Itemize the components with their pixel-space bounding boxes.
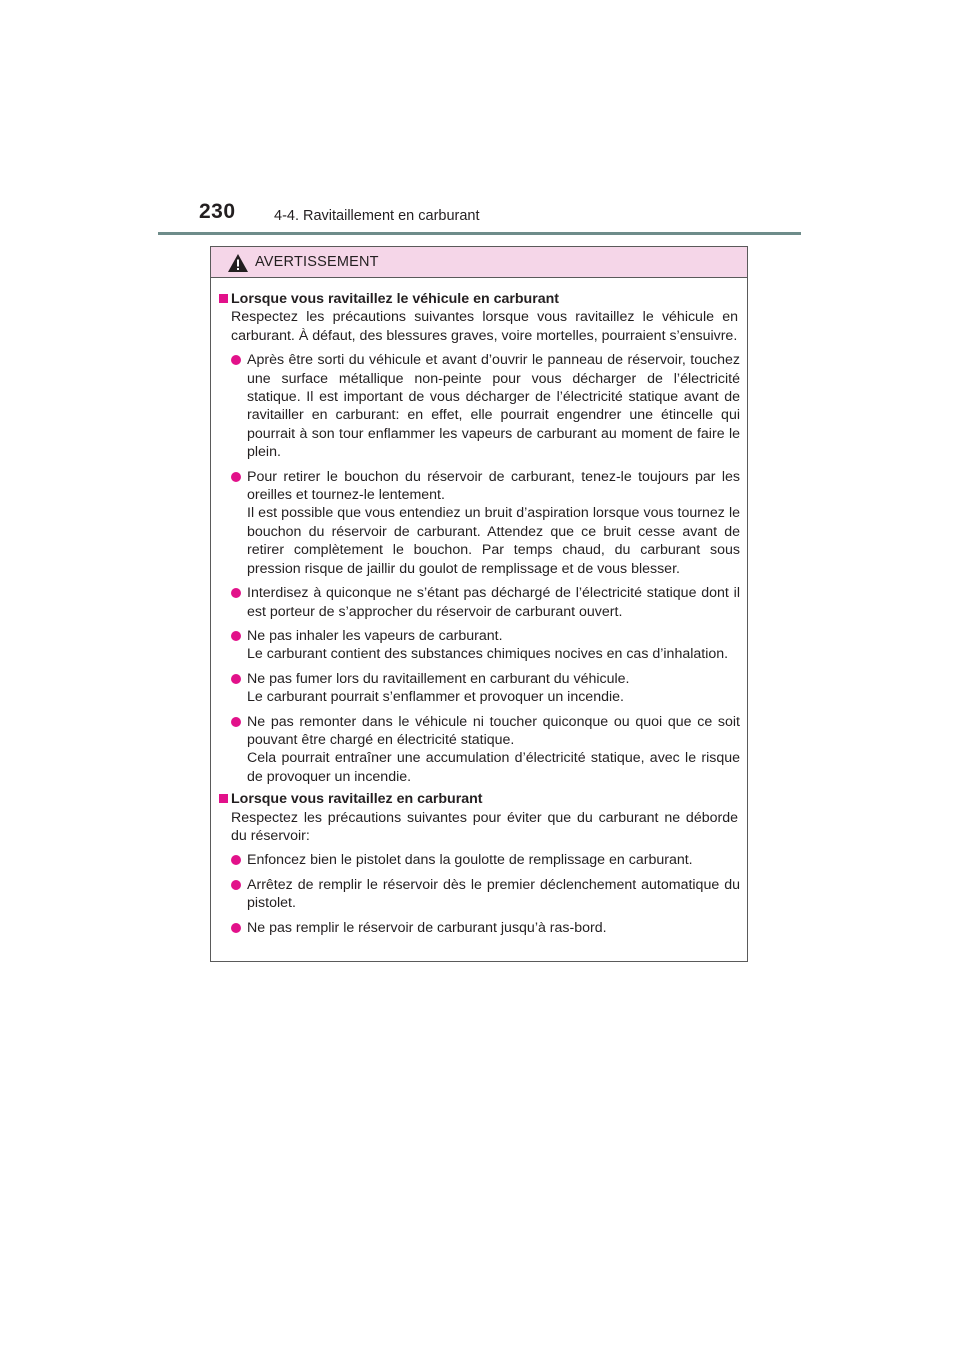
bullet-item: [231, 627, 740, 664]
header-rule: [158, 232, 801, 235]
page-number: 230: [199, 200, 236, 223]
warning-header: [211, 247, 747, 278]
section-intro: Respectez les précautions suivantes lorsque vous ravitaillez le véhicule en carburant. À défaut, des blessures graves, voire mortelles, pourraient s’ensuivre.: [231, 309, 738, 344]
bullet-text: Enfoncez bien le pistolet dans la goulotte de remplissage en carburant.: [247, 852, 693, 869]
bullet-item: [231, 670, 740, 707]
section-heading-text: Lorsque vous ravitaillez en carburant: [231, 791, 483, 808]
section-heading: [217, 790, 740, 808]
circle-bullet-icon: [231, 355, 241, 365]
page-header: [0, 0, 960, 240]
circle-bullet-icon: [231, 631, 241, 641]
bullet-item: [231, 713, 740, 787]
bullet-text: Ne pas fumer lors du ravitaillement en carburant du véhicule.: [247, 670, 630, 687]
warning-body: [211, 278, 747, 937]
bullet-text: Ne pas remonter dans le véhicule ni toucher quiconque ou quoi que ce soit pouvant être chargé en électricité statique.: [247, 713, 740, 748]
section-heading-text: Lorsque vous ravitaillez le véhicule en carburant: [231, 291, 560, 307]
warning-title: AVERTISSEMENT: [255, 254, 379, 270]
circle-bullet-icon: [231, 855, 241, 865]
circle-bullet-icon: [231, 880, 241, 890]
bullet-text: Pour retirer le bouchon du réservoir de carburant, tenez-le toujours par les oreilles et tournez-le lentement.: [247, 468, 740, 504]
square-marker-icon: [219, 794, 228, 803]
section-title: 4-4. Ravitaillement en carburant: [274, 208, 480, 224]
bullet-text: Il est possible que vous entendiez un bruit d’aspiration lorsque vous tournez le bouchon du réservoir de carburant. Attendez que ce bruit cesse avant de retirer complètement le bouchon. Par temps chaud, du carburant sous pression risque de jaillir du goulot de remplissage et de vous blesser.: [247, 505, 740, 577]
section-intro: Respectez les précautions suivantes pour éviter que du carburant ne déborde du réservoir:: [231, 809, 738, 844]
bullet-text: Interdisez à quiconque ne s’étant pas déchargé de l’électricité statique dont il est porteur de s’approcher du réservoir de carburant ouvert.: [247, 585, 740, 620]
warning-box: [210, 246, 748, 962]
square-marker-icon: [219, 294, 228, 303]
bullet-text: Le carburant contient des substances chimiques nocives en cas d’inhalation.: [247, 646, 729, 663]
bullet-item: [231, 851, 740, 869]
bullet-item: [231, 876, 740, 913]
circle-bullet-icon: [231, 717, 241, 727]
bullet-text: Ne pas remplir le réservoir de carburant jusqu’à ras-bord.: [247, 919, 607, 936]
bullet-text: Le carburant pourrait s’enflammer et provoquer un incendie.: [247, 689, 624, 706]
bullet-item: [231, 468, 740, 578]
section-heading: [217, 290, 740, 308]
circle-bullet-icon: [231, 674, 241, 684]
bullet-text: Arrêtez de remplir le réservoir dès le premier déclenchement automatique du pistolet.: [247, 876, 740, 912]
circle-bullet-icon: [231, 472, 241, 482]
bullet-text: Après être sorti du véhicule et avant d’ouvrir le panneau de réservoir, touchez une surface métallique non-peinte pour vous décharger de l’électricité statique. Il est important de vous décharger de l’électricité statique avant de ravitailler en carburant: en effet, elle pourrait engendrer une étincelle qui pourrait à son tour enflammer les vapeurs de carburant au moment de faire le plein.: [247, 352, 740, 461]
circle-bullet-icon: [231, 923, 241, 933]
bullet-text: Ne pas inhaler les vapeurs de carburant.: [247, 627, 503, 644]
warning-triangle-icon: [227, 253, 249, 273]
circle-bullet-icon: [231, 588, 241, 598]
bullet-item: [231, 584, 740, 621]
bullet-item: [231, 351, 740, 461]
bullet-item: [231, 919, 740, 937]
bullet-text: Cela pourrait entraîner une accumulation d’électricité statique, avec le risque de provoquer un incendie.: [247, 750, 740, 785]
